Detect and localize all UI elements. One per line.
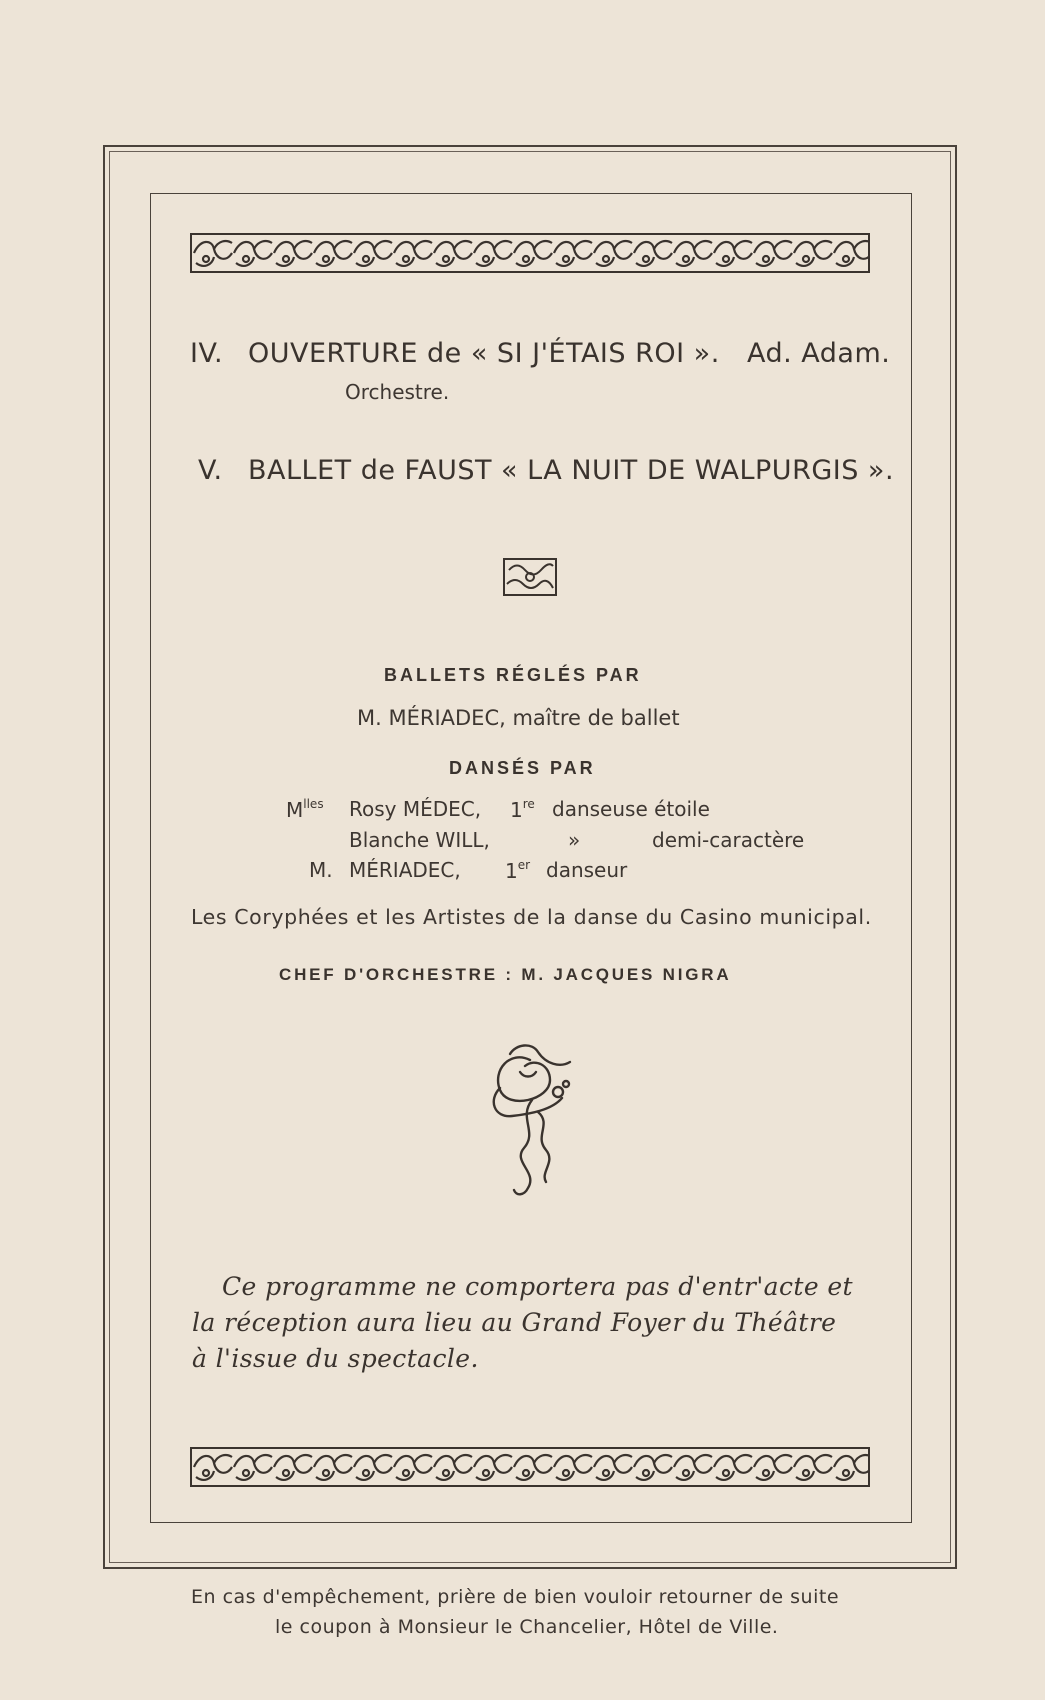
- conductor-line: CHEF D'ORCHESTRE : M. JACQUES NIGRA: [279, 965, 732, 984]
- closing-line-3: à l'issue du spectacle.: [192, 1344, 479, 1373]
- footer-line-2: le coupon à Monsieur le Chancelier, Hôtel de Ville.: [275, 1616, 779, 1638]
- ballets-heading: BALLETS RÉGLÉS PAR: [384, 665, 642, 685]
- closing-line-2: la réception aura lieu au Grand Foyer du Théâtre: [192, 1308, 837, 1337]
- dancer-1-rank: 1re: [510, 797, 535, 822]
- dancer-2-ditto: »: [568, 828, 581, 852]
- dancer-3-name: MÉRIADEC,: [349, 858, 461, 882]
- footer-line-1: En cas d'empêchement, prière de bien vouloir retourner de suite: [191, 1586, 840, 1608]
- item-iv-title: OUVERTURE de « SI J'ÉTAIS ROI ».: [248, 338, 720, 369]
- ornamental-frieze-top: [190, 233, 870, 273]
- item-iv-numeral: IV.: [190, 338, 224, 369]
- dancer-2-name: Blanche WILL,: [349, 828, 490, 852]
- item-v-numeral: V.: [198, 455, 223, 486]
- dancer-2-role: demi-caractère: [652, 828, 805, 852]
- dancer-1-prefix: $M^{lles}$: [286, 797, 324, 822]
- dancer-1-name: Rosy MÉDEC,: [349, 797, 482, 821]
- small-ornament: [503, 558, 557, 596]
- closing-line-1: Ce programme ne comportera pas d'entr'acte et: [222, 1272, 854, 1301]
- dancer-1-role: danseuse étoile: [552, 797, 710, 821]
- dancer-3-rank: 1er: [505, 858, 531, 883]
- ensemble-line: Les Coryphées et les Artistes de la danse du Casino municipal.: [191, 905, 872, 929]
- item-iv-performer: Orchestre.: [345, 380, 450, 404]
- choreographer: M. MÉRIADEC, maître de ballet: [357, 706, 680, 730]
- item-iv-composer: Ad. Adam.: [747, 338, 891, 369]
- vine-ornament: [480, 1040, 580, 1200]
- ornamental-frieze-bottom: [190, 1447, 870, 1487]
- dancer-3-role: danseur: [546, 858, 628, 882]
- item-v-title: BALLET de FAUST « LA NUIT DE WALPURGIS ».: [248, 455, 895, 486]
- danced-heading: DANSÉS PAR: [449, 758, 596, 778]
- dancer-3-prefix: M.: [309, 858, 333, 882]
